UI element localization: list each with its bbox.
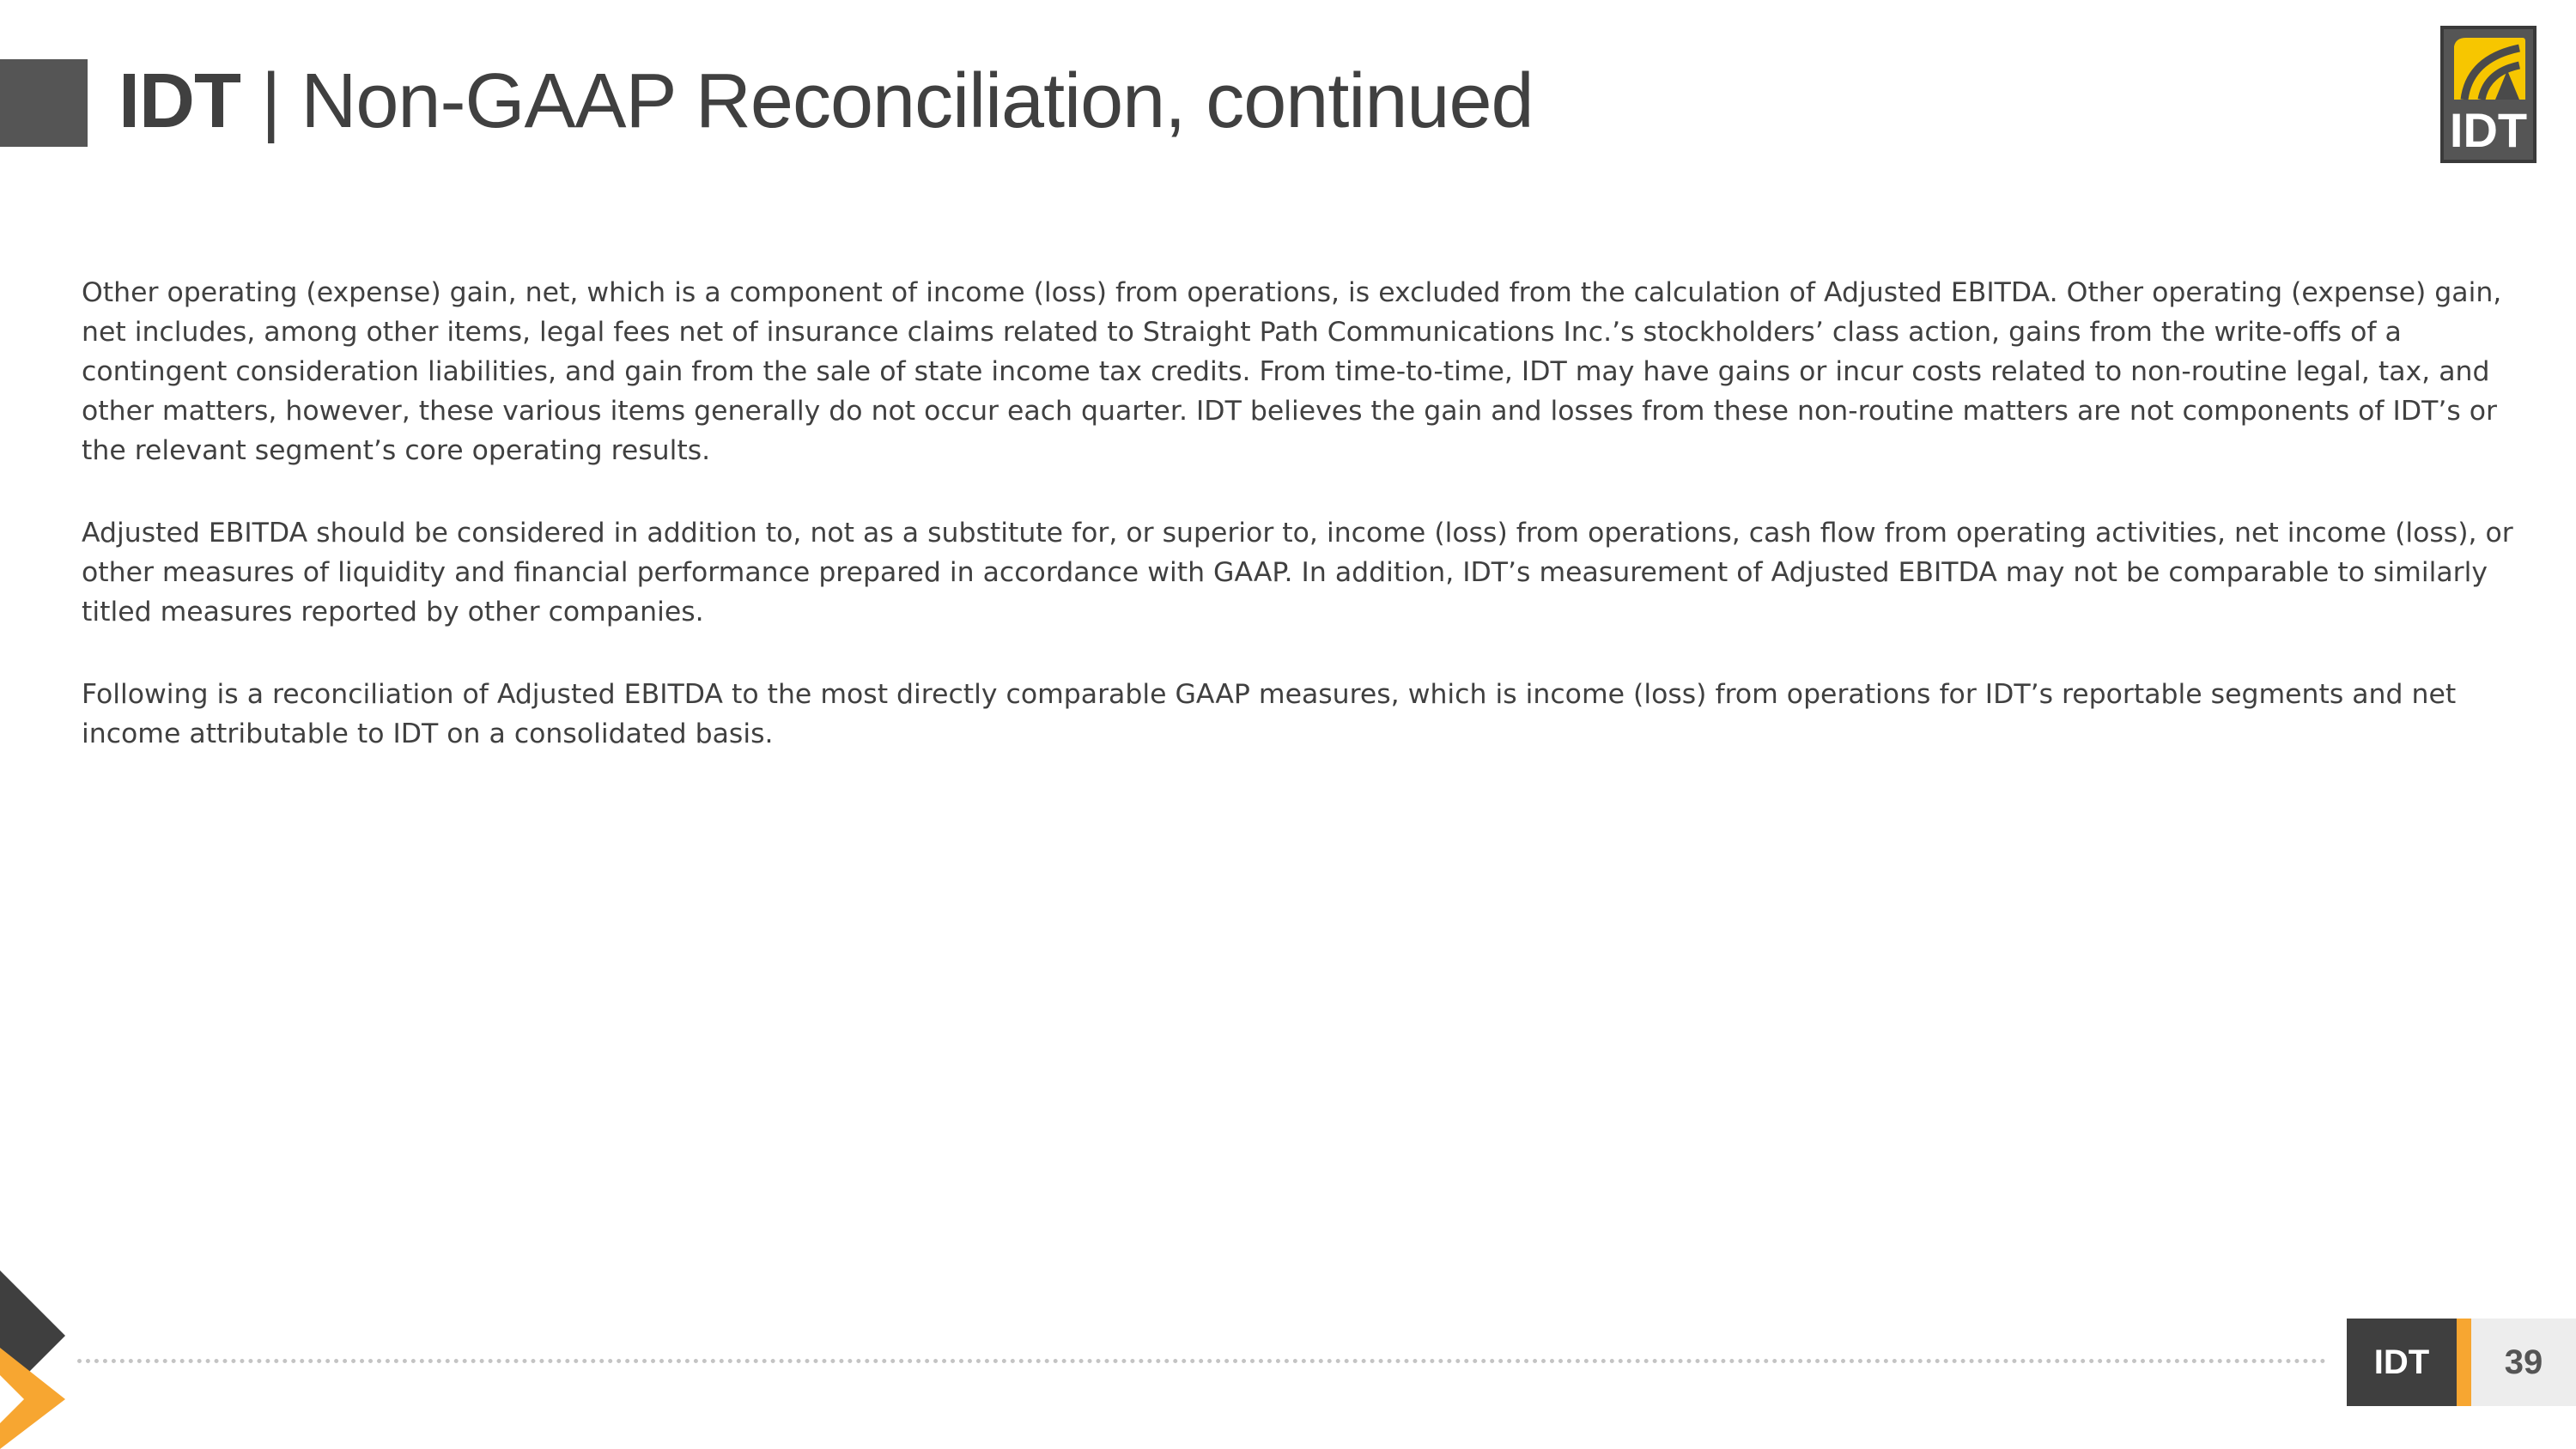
footer-divider bbox=[77, 1359, 2327, 1363]
idt-logo bbox=[2440, 26, 2537, 163]
footer-accent bbox=[2457, 1319, 2471, 1406]
logo-text: IDT bbox=[2449, 103, 2528, 157]
title-separator: | bbox=[240, 58, 301, 144]
title-text: Non-GAAP Reconciliation, continued bbox=[301, 58, 1534, 144]
title-brand: IDT bbox=[118, 58, 240, 144]
title-accent-bar bbox=[0, 59, 88, 147]
corner-chevron-icon bbox=[0, 1270, 77, 1449]
paragraph-other-operating: Other operating (expense) gain, net, which is a component of income (loss) from operations, is excluded from the calculation of Adjusted EBITDA. Other operating (expense) gain, net includes, among other items, legal fees net of insurance claims related to Straight Path Communications Inc.’s stockholders’ class action, gains from the write-offs of a contingent consideration liabilities, and gain from the sale of state income tax credits. From time-to-time, IDT may have gains or incur costs related to non-routine legal, tax, and other matters, however, these various items generally do not occur each quarter. IDT believes the gain and losses from these non-routine matters are not components of IDT’s or the relevant segment’s core operating results. bbox=[82, 277, 2502, 466]
paragraph-reconciliation: Following is a reconciliation of Adjusted EBITDA to the most directly comparable GAAP measures, which is income (loss) from operations for IDT’s reportable segments and net income attributable to IDT on a consolidated basis. bbox=[82, 679, 2457, 749]
body-text bbox=[82, 273, 2520, 797]
footer-brand: IDT bbox=[2347, 1319, 2457, 1406]
page-number: 39 bbox=[2471, 1319, 2576, 1406]
page-title bbox=[118, 50, 1534, 153]
paragraph-adjusted-ebitda: Adjusted EBITDA should be considered in addition to, not as a substitute for, or superior to, income (loss) from operations, cash flow from operating activities, net income (loss), or other measures of liquidity and financial performance prepared in accordance with GAAP. In addition, IDT’s measurement of Adjusted EBITDA may not be comparable to similarly titled measures reported by other companies. bbox=[82, 518, 2513, 627]
